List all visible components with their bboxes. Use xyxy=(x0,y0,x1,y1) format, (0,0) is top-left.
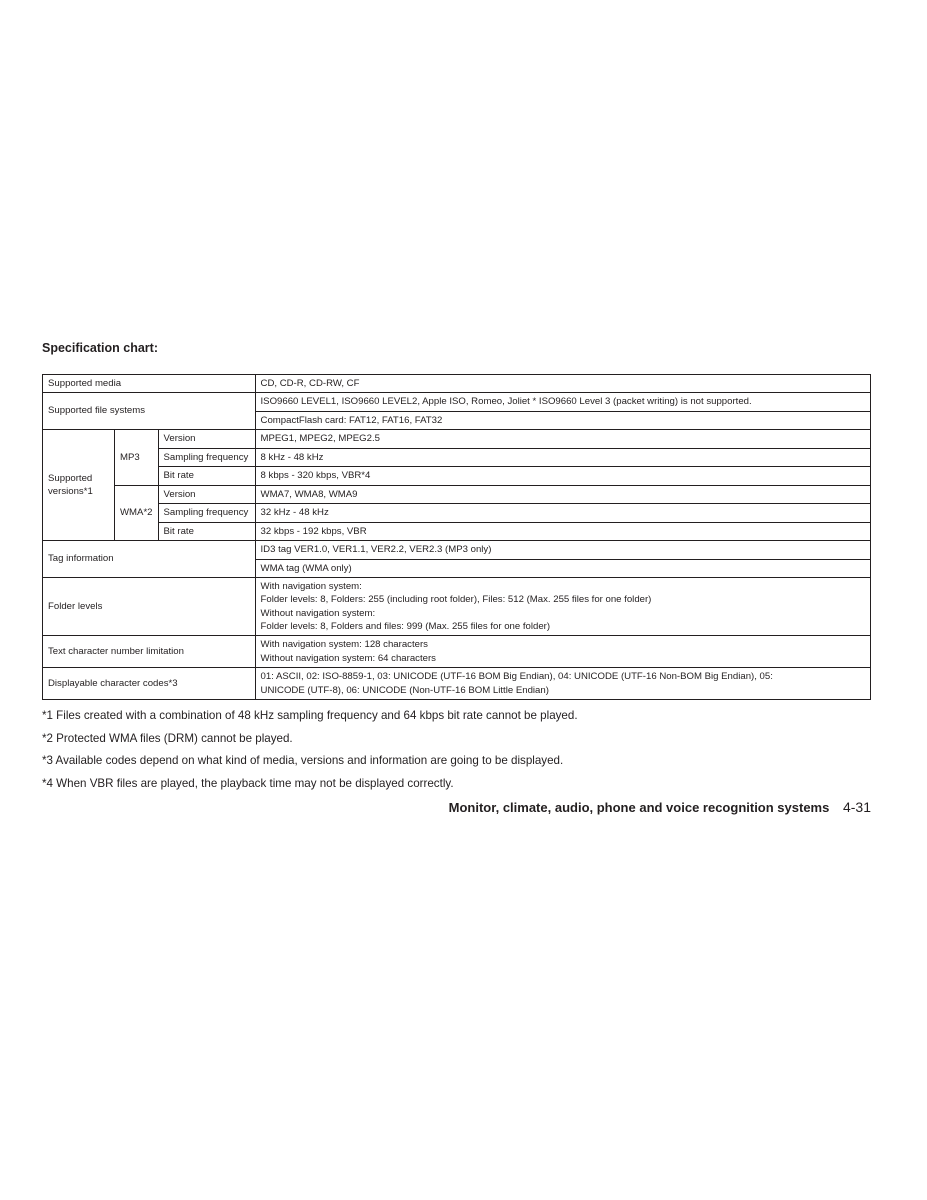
row-value-tag-wma: WMA tag (WMA only) xyxy=(255,559,870,578)
table-row xyxy=(43,504,871,523)
footnote-4: *4 When VBR files are played, the playback time may not be displayed correctly. xyxy=(42,776,454,790)
text-line: With navigation system: 128 characters xyxy=(260,639,428,651)
row-label-supported-media: Supported media xyxy=(43,375,256,393)
property-value: 8 kbps - 320 kbps, VBR*4 xyxy=(255,467,870,486)
section-heading: Specification chart: xyxy=(42,341,158,355)
property-label: Sampling frequency xyxy=(158,448,255,467)
row-label-folder-levels: Folder levels xyxy=(43,578,256,636)
table-row xyxy=(43,668,871,700)
table-row xyxy=(43,375,871,393)
property-value: 32 kHz - 48 kHz xyxy=(255,504,870,523)
property-value: MPEG1, MPEG2, MPEG2.5 xyxy=(255,430,870,449)
footnote-1: *1 Files created with a combination of 48 kHz sampling frequency and 64 kbps bit rate cannot be played. xyxy=(42,709,578,722)
text-line: With navigation system: xyxy=(260,580,362,592)
table-row xyxy=(43,522,871,541)
footnote-3: *3 Available codes depend on what kind of media, versions and information are going to be displayed. xyxy=(42,754,564,768)
property-value: 8 kHz - 48 kHz xyxy=(255,448,870,467)
row-label-tag-information: Tag information xyxy=(43,541,256,578)
table-row xyxy=(43,393,871,412)
specification-table xyxy=(42,374,871,700)
row-label-supported-versions xyxy=(43,430,115,541)
table-row xyxy=(43,636,871,668)
footnotes xyxy=(42,709,872,799)
text-line: 01: ASCII, 02: ISO-8859-1, 03: UNICODE (UTF-16 BOM Big Endian), 04: UNICODE (UTF-16 Non-BOM Big Endian), 05: xyxy=(260,671,773,683)
text-line: UNICODE (UTF-8), 06: UNICODE (Non-UTF-16 BOM Little Endian) xyxy=(260,684,549,696)
row-label-text-limit: Text character number limitation xyxy=(43,636,256,668)
page-number: 4-31 xyxy=(842,799,871,815)
property-label: Version xyxy=(158,485,255,504)
table-row xyxy=(43,541,871,560)
table-row xyxy=(43,578,871,636)
text-line: Without navigation system: xyxy=(260,607,376,619)
row-value-supported-media: CD, CD-R, CD-RW, CF xyxy=(255,375,870,393)
property-label: Sampling frequency xyxy=(158,504,255,523)
row-value-text-limit xyxy=(255,636,870,668)
row-label-character-codes: Displayable character codes*3 xyxy=(43,668,256,700)
table-row xyxy=(43,485,871,504)
text-line: Without navigation system: 64 characters xyxy=(260,652,436,664)
property-label: Bit rate xyxy=(158,522,255,541)
versions-label-line2: versions*1 xyxy=(48,486,93,497)
table-row xyxy=(43,448,871,467)
text-line: Folder levels: 8, Folders and files: 999 (Max. 255 files for one folder) xyxy=(260,620,551,632)
footer-section-title: Monitor, climate, audio, phone and voice recognition systems xyxy=(448,800,830,815)
property-value: 32 kbps - 192 kbps, VBR xyxy=(255,522,870,541)
table-row xyxy=(43,467,871,486)
text-line: Folder levels: 8, Folders: 255 (including root folder), Files: 512 (Max. 255 files for one folder) xyxy=(260,594,652,606)
row-value-character-codes xyxy=(255,668,870,700)
row-value-file-systems-iso: ISO9660 LEVEL1, ISO9660 LEVEL2, Apple ISO, Romeo, Joliet * ISO9660 Level 3 (packet writing) is not supported. xyxy=(255,393,870,412)
page-footer xyxy=(42,799,871,816)
row-value-tag-id3: ID3 tag VER1.0, VER1.1, VER2.2, VER2.3 (MP3 only) xyxy=(255,541,870,560)
row-label-file-systems: Supported file systems xyxy=(43,393,256,430)
row-value-folder-levels xyxy=(255,578,870,636)
property-label: Bit rate xyxy=(158,467,255,486)
row-value-file-systems-cf: CompactFlash card: FAT12, FAT16, FAT32 xyxy=(255,411,870,430)
table-row xyxy=(43,430,871,449)
versions-label-line1: Supported xyxy=(48,472,93,484)
format-label-wma: WMA*2 xyxy=(115,485,159,541)
footnote-2: *2 Protected WMA files (DRM) cannot be played. xyxy=(42,731,293,745)
format-label-mp3: MP3 xyxy=(115,430,159,486)
property-label: Version xyxy=(158,430,255,449)
property-value: WMA7, WMA8, WMA9 xyxy=(255,485,870,504)
